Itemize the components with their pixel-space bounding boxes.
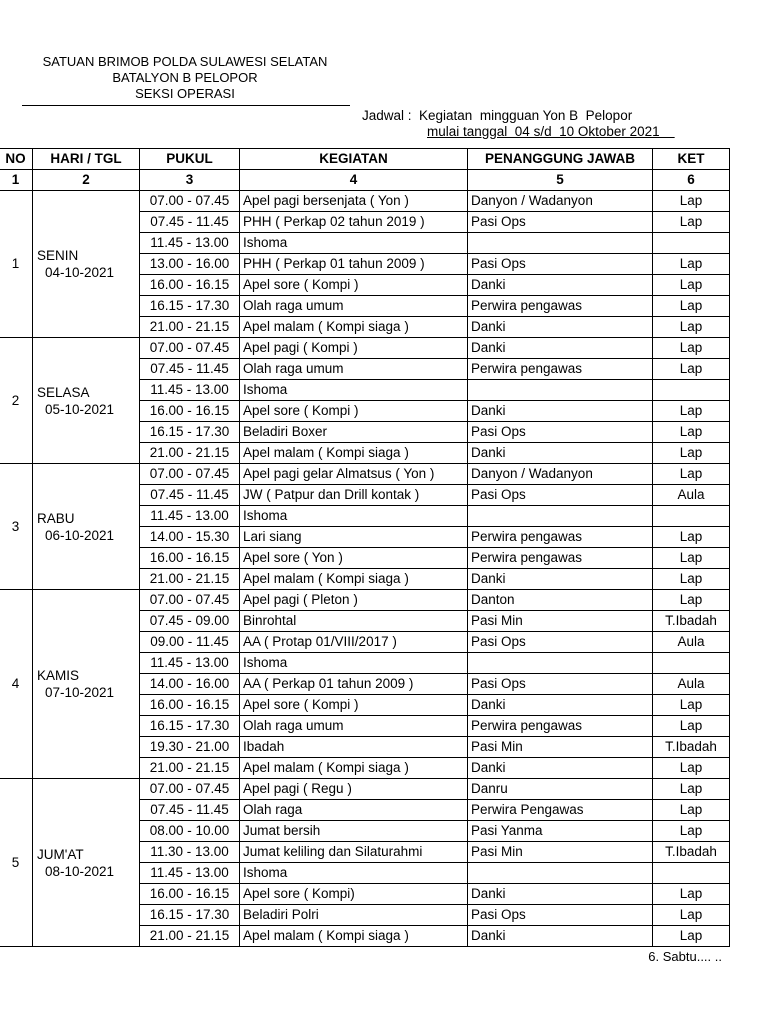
- activity-cell: Ishoma: [240, 653, 468, 674]
- location-cell: Lap: [653, 527, 730, 548]
- activity-cell: Olah raga umum: [240, 716, 468, 737]
- responsible-cell: Pasi Ops: [468, 422, 653, 443]
- activity-cell: Ishoma: [240, 863, 468, 884]
- day-cell: [33, 338, 140, 464]
- table-row: [0, 191, 730, 212]
- activity-cell: Apel pagi bersenjata ( Yon ): [240, 191, 468, 212]
- time-cell: 07.45 - 09.00: [140, 611, 240, 632]
- time-cell: 11.30 - 13.00: [140, 842, 240, 863]
- location-cell: Lap: [653, 758, 730, 779]
- responsible-cell: [468, 653, 653, 674]
- time-cell: 07.45 - 11.45: [140, 212, 240, 233]
- location-cell: Lap: [653, 401, 730, 422]
- location-cell: Lap: [653, 317, 730, 338]
- time-cell: 07.45 - 11.45: [140, 485, 240, 506]
- schedule-period: mulai tanggal 04 s/d 10 Oktober 2021: [427, 124, 675, 139]
- time-cell: 07.00 - 07.45: [140, 338, 240, 359]
- time-cell: 07.45 - 11.45: [140, 359, 240, 380]
- activity-cell: Apel malam ( Kompi siaga ): [240, 317, 468, 338]
- activity-cell: Apel pagi gelar Almatsus ( Yon ): [240, 464, 468, 485]
- responsible-cell: Perwira pengawas: [468, 716, 653, 737]
- responsible-cell: Pasi Ops: [468, 212, 653, 233]
- location-cell: Aula: [653, 485, 730, 506]
- continuation-note: 6. Sabtu.... ..: [648, 949, 722, 964]
- day-date: 08-10-2021: [45, 863, 115, 879]
- day-number: 4: [0, 590, 33, 779]
- time-cell: 09.00 - 11.45: [140, 632, 240, 653]
- activity-cell: PHH ( Perkap 01 tahun 2009 ): [240, 254, 468, 275]
- time-cell: 07.00 - 07.45: [140, 464, 240, 485]
- time-cell: 21.00 - 21.15: [140, 317, 240, 338]
- time-cell: 14.00 - 15.30: [140, 527, 240, 548]
- day-name: SELASA: [37, 384, 90, 400]
- responsible-cell: Pasi Ops: [468, 905, 653, 926]
- time-cell: 11.45 - 13.00: [140, 653, 240, 674]
- location-cell: Lap: [653, 464, 730, 485]
- location-cell: [653, 863, 730, 884]
- time-cell: 11.45 - 13.00: [140, 863, 240, 884]
- activity-cell: Jumat bersih: [240, 821, 468, 842]
- time-cell: 11.45 - 13.00: [140, 506, 240, 527]
- location-cell: Lap: [653, 422, 730, 443]
- activity-cell: Apel sore ( Yon ): [240, 548, 468, 569]
- location-cell: Lap: [653, 926, 730, 947]
- activity-cell: Lari siang: [240, 527, 468, 548]
- location-cell: Lap: [653, 884, 730, 905]
- time-cell: 16.00 - 16.15: [140, 401, 240, 422]
- table-row: [0, 464, 730, 485]
- time-cell: 14.00 - 16.00: [140, 674, 240, 695]
- location-cell: Lap: [653, 800, 730, 821]
- responsible-cell: [468, 233, 653, 254]
- location-cell: Lap: [653, 275, 730, 296]
- responsible-cell: Perwira pengawas: [468, 548, 653, 569]
- location-cell: Lap: [653, 695, 730, 716]
- location-cell: Lap: [653, 443, 730, 464]
- time-cell: 21.00 - 21.15: [140, 926, 240, 947]
- day-name: SENIN: [37, 248, 79, 263]
- location-cell: Lap: [653, 191, 730, 212]
- col-header-no: NO: [0, 149, 33, 170]
- activity-cell: Apel sore ( Kompi ): [240, 275, 468, 296]
- activity-cell: Jumat keliling dan Silaturahmi: [240, 842, 468, 863]
- time-cell: 21.00 - 21.15: [140, 443, 240, 464]
- activity-cell: Beladiri Boxer: [240, 422, 468, 443]
- col-number: 6: [653, 170, 730, 191]
- schedule-table: [0, 148, 730, 947]
- location-cell: Lap: [653, 779, 730, 800]
- activity-cell: PHH ( Perkap 02 tahun 2019 ): [240, 212, 468, 233]
- time-cell: 16.15 - 17.30: [140, 296, 240, 317]
- activity-cell: AA ( Perkap 01 tahun 2009 ): [240, 674, 468, 695]
- responsible-cell: Danki: [468, 401, 653, 422]
- responsible-cell: Perwira pengawas: [468, 296, 653, 317]
- responsible-cell: Danki: [468, 569, 653, 590]
- day-number: 5: [0, 779, 33, 947]
- day-number: 2: [0, 338, 33, 464]
- activity-cell: Apel sore ( Kompi): [240, 884, 468, 905]
- location-cell: Aula: [653, 632, 730, 653]
- activity-cell: JW ( Patpur dan Drill kontak ): [240, 485, 468, 506]
- table-header-row: [0, 149, 730, 170]
- responsible-cell: Danton: [468, 590, 653, 611]
- time-cell: 07.00 - 07.45: [140, 191, 240, 212]
- schedule-body: [0, 191, 730, 947]
- unit-name: SATUAN BRIMOB POLDA SULAWESI SELATAN: [42, 54, 328, 69]
- day-name: KAMIS: [37, 668, 80, 683]
- col-number: 5: [468, 170, 653, 191]
- activity-cell: Ibadah: [240, 737, 468, 758]
- time-cell: 16.15 - 17.30: [140, 716, 240, 737]
- time-cell: 16.15 - 17.30: [140, 422, 240, 443]
- responsible-cell: [468, 863, 653, 884]
- location-cell: Lap: [653, 590, 730, 611]
- col-number: 1: [0, 170, 33, 191]
- time-cell: 16.00 - 16.15: [140, 548, 240, 569]
- responsible-cell: Pasi Ops: [468, 254, 653, 275]
- location-cell: Aula: [653, 674, 730, 695]
- responsible-cell: Perwira pengawas: [468, 527, 653, 548]
- column-number-row: [0, 170, 730, 191]
- day-cell: [33, 464, 140, 590]
- responsible-cell: Pasi Yanma: [468, 821, 653, 842]
- time-cell: 21.00 - 21.15: [140, 569, 240, 590]
- location-cell: Lap: [653, 212, 730, 233]
- responsible-cell: Perwira pengawas: [468, 359, 653, 380]
- col-header-kegiatan: KEGIATAN: [240, 149, 468, 170]
- time-cell: 08.00 - 10.00: [140, 821, 240, 842]
- location-cell: Lap: [653, 905, 730, 926]
- time-cell: 16.00 - 16.15: [140, 884, 240, 905]
- responsible-cell: Danru: [468, 779, 653, 800]
- day-date: 05-10-2021: [45, 401, 115, 417]
- responsible-cell: Danki: [468, 317, 653, 338]
- activity-cell: Apel pagi ( Pleton ): [240, 590, 468, 611]
- day-date: 04-10-2021: [45, 265, 115, 280]
- location-cell: T.Ibadah: [653, 842, 730, 863]
- header-divider: [22, 105, 350, 106]
- location-cell: Lap: [653, 254, 730, 275]
- location-cell: [653, 380, 730, 401]
- schedule-title: Jadwal : Kegiatan mingguan Yon B Pelopor: [362, 108, 633, 123]
- responsible-cell: Pasi Min: [468, 737, 653, 758]
- activity-cell: Apel sore ( Kompi ): [240, 401, 468, 422]
- time-cell: 11.45 - 13.00: [140, 233, 240, 254]
- day-name: RABU: [37, 510, 75, 526]
- activity-cell: Ishoma: [240, 380, 468, 401]
- time-cell: 16.00 - 16.15: [140, 695, 240, 716]
- location-cell: Lap: [653, 821, 730, 842]
- activity-cell: Apel malam ( Kompi siaga ): [240, 569, 468, 590]
- responsible-cell: Danki: [468, 695, 653, 716]
- activity-cell: Apel pagi ( Kompi ): [240, 338, 468, 359]
- activity-cell: Ishoma: [240, 506, 468, 527]
- activity-cell: Olah raga umum: [240, 296, 468, 317]
- activity-cell: Apel pagi ( Regu ): [240, 779, 468, 800]
- day-date: 06-10-2021: [45, 527, 115, 543]
- activity-cell: Beladiri Polri: [240, 905, 468, 926]
- responsible-cell: Danki: [468, 443, 653, 464]
- activity-cell: Ishoma: [240, 233, 468, 254]
- location-cell: Lap: [653, 296, 730, 317]
- time-cell: 11.45 - 13.00: [140, 380, 240, 401]
- location-cell: Lap: [653, 338, 730, 359]
- activity-cell: Apel malam ( Kompi siaga ): [240, 926, 468, 947]
- responsible-cell: Danki: [468, 758, 653, 779]
- location-cell: Lap: [653, 359, 730, 380]
- col-number: 3: [140, 170, 240, 191]
- col-header-hari: HARI / TGL: [33, 149, 140, 170]
- responsible-cell: Danki: [468, 275, 653, 296]
- responsible-cell: Danki: [468, 926, 653, 947]
- time-cell: 21.00 - 21.15: [140, 758, 240, 779]
- col-header-pukul: PUKUL: [140, 149, 240, 170]
- col-number: 2: [33, 170, 140, 191]
- day-cell: [33, 779, 140, 947]
- activity-cell: Apel malam ( Kompi siaga ): [240, 443, 468, 464]
- activity-cell: Binrohtal: [240, 611, 468, 632]
- time-cell: 07.00 - 07.45: [140, 590, 240, 611]
- responsible-cell: Pasi Ops: [468, 485, 653, 506]
- location-cell: T.Ibadah: [653, 737, 730, 758]
- location-cell: T.Ibadah: [653, 611, 730, 632]
- time-cell: 19.30 - 21.00: [140, 737, 240, 758]
- time-cell: 16.00 - 16.15: [140, 275, 240, 296]
- time-cell: 16.15 - 17.30: [140, 905, 240, 926]
- responsible-cell: [468, 380, 653, 401]
- col-header-ket: KET: [653, 149, 730, 170]
- responsible-cell: Danki: [468, 884, 653, 905]
- battalion-name: BATALYON B PELOPOR: [112, 70, 258, 85]
- activity-cell: Apel malam ( Kompi siaga ): [240, 758, 468, 779]
- table-row: [0, 590, 730, 611]
- schedule-caption: [362, 108, 675, 139]
- time-cell: 07.00 - 07.45: [140, 779, 240, 800]
- responsible-cell: Pasi Min: [468, 842, 653, 863]
- day-number: 3: [0, 464, 33, 590]
- location-cell: Lap: [653, 716, 730, 737]
- col-header-pj: PENANGGUNG JAWAB: [468, 149, 653, 170]
- location-cell: [653, 653, 730, 674]
- responsible-cell: Pasi Ops: [468, 632, 653, 653]
- responsible-cell: Perwira Pengawas: [468, 800, 653, 821]
- responsible-cell: Danyon / Wadanyon: [468, 464, 653, 485]
- day-number: 1: [0, 191, 33, 338]
- time-cell: 13.00 - 16.00: [140, 254, 240, 275]
- activity-cell: AA ( Protap 01/VIII/2017 ): [240, 632, 468, 653]
- table-row: [0, 338, 730, 359]
- responsible-cell: Pasi Ops: [468, 674, 653, 695]
- responsible-cell: Pasi Min: [468, 611, 653, 632]
- responsible-cell: Danki: [468, 338, 653, 359]
- location-cell: Lap: [653, 569, 730, 590]
- location-cell: [653, 233, 730, 254]
- location-cell: [653, 506, 730, 527]
- time-cell: 07.45 - 11.45: [140, 800, 240, 821]
- location-cell: Lap: [653, 548, 730, 569]
- responsible-cell: [468, 506, 653, 527]
- day-cell: [33, 590, 140, 779]
- activity-cell: Olah raga umum: [240, 359, 468, 380]
- day-date: 07-10-2021: [45, 685, 115, 700]
- table-row: [0, 779, 730, 800]
- col-number: 4: [240, 170, 468, 191]
- activity-cell: Apel sore ( Kompi ): [240, 695, 468, 716]
- day-name: JUM'AT: [37, 846, 84, 862]
- day-cell: [33, 191, 140, 338]
- responsible-cell: Danyon / Wadanyon: [468, 191, 653, 212]
- section-name: SEKSI OPERASI: [135, 86, 235, 101]
- activity-cell: Olah raga: [240, 800, 468, 821]
